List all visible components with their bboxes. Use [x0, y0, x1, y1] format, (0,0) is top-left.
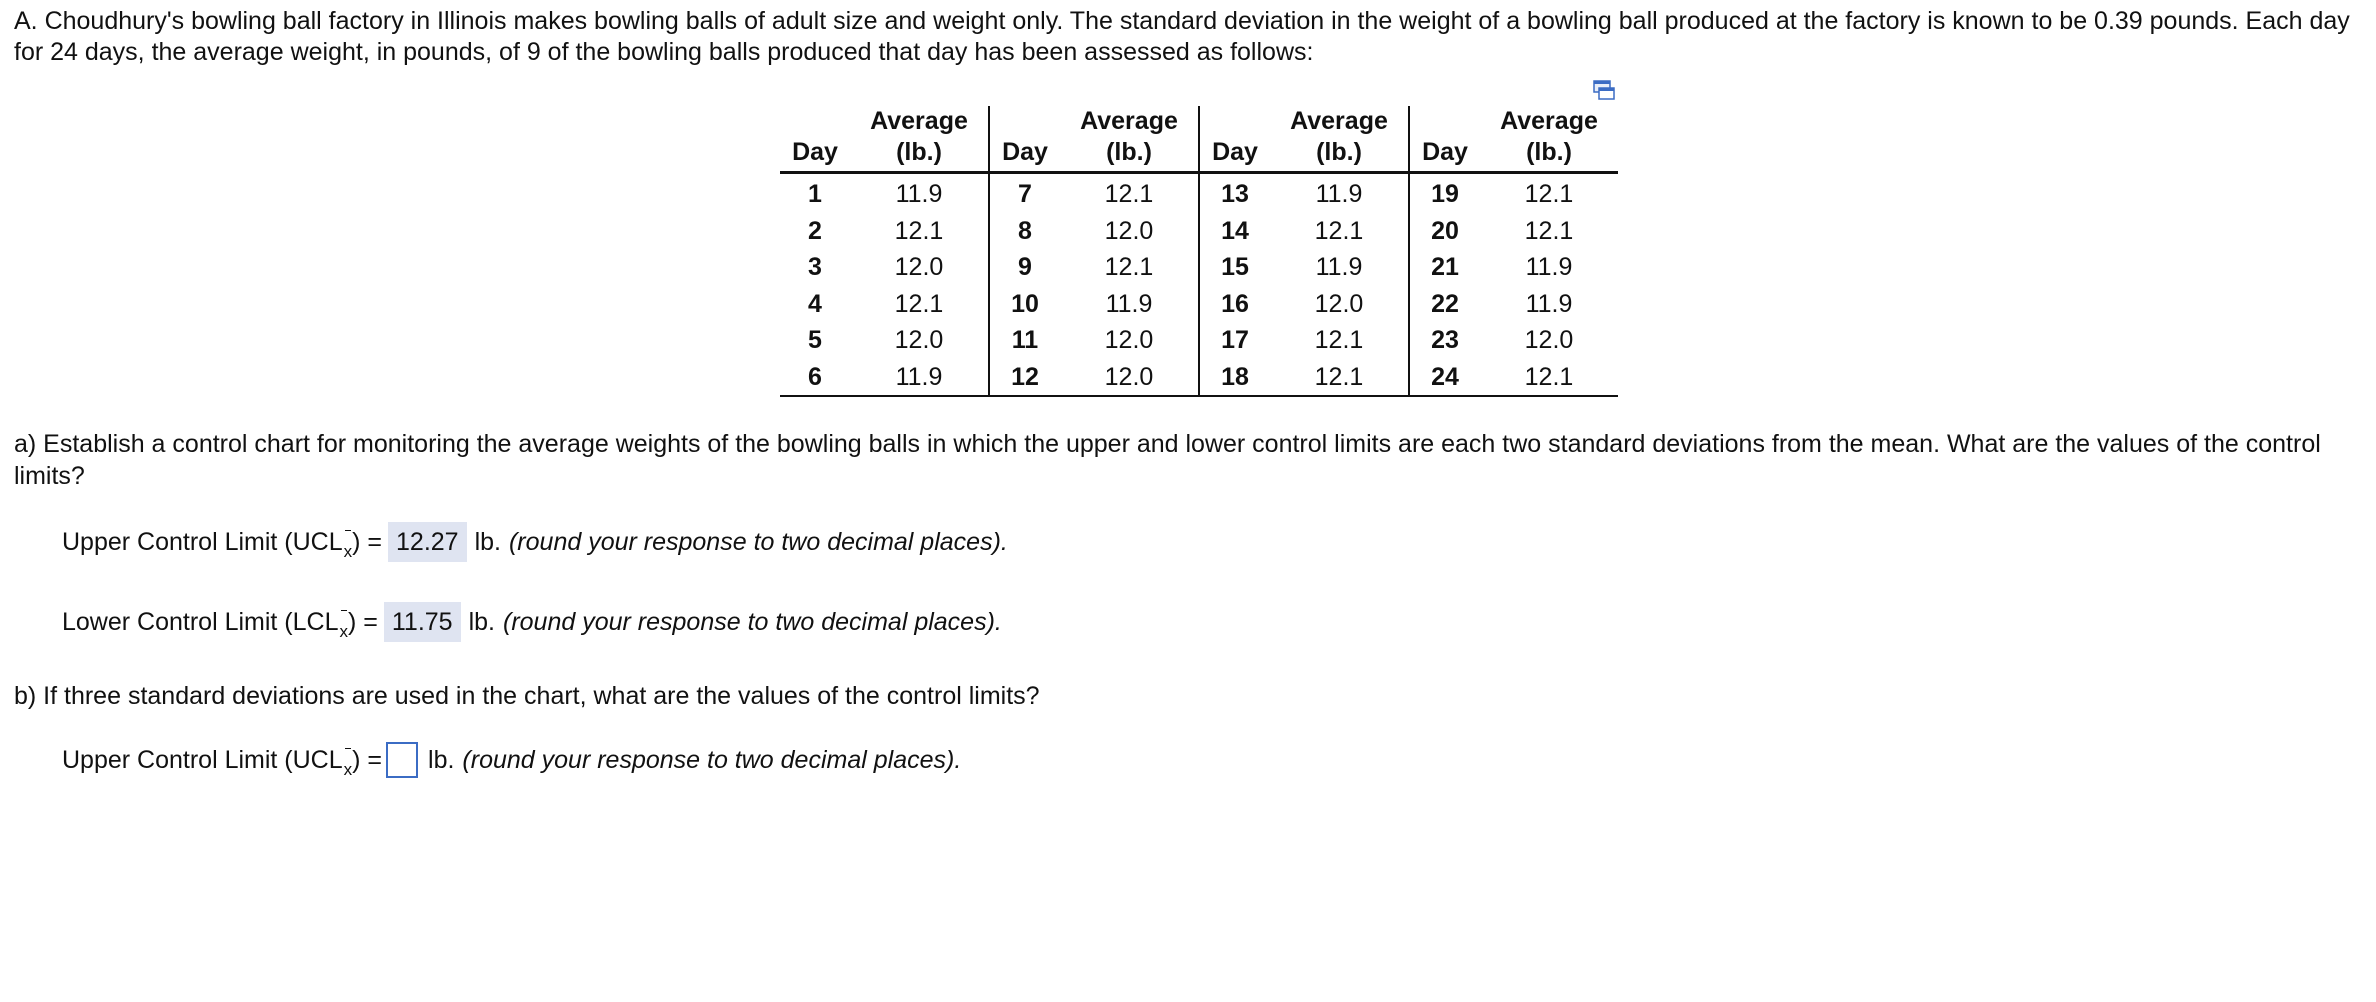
day-cell: 13: [1199, 173, 1270, 213]
ucl-label: Upper Control Limit (UCL: [62, 746, 343, 774]
day-cell: 6: [780, 359, 850, 397]
col-header-day: Day: [1409, 106, 1480, 173]
average-cell: 11.9: [1315, 253, 1363, 281]
col-header-day: Day: [1199, 106, 1270, 173]
day-cell: 16: [1199, 286, 1270, 323]
average-cell: 12.0: [894, 326, 944, 354]
col-header-average: Average (lb.): [1480, 106, 1618, 173]
average-cell: 11.9: [1525, 289, 1573, 318]
x-bar-subscript: x: [340, 612, 349, 652]
average-cell: 12.1: [1104, 180, 1154, 208]
day-cell: 14: [1199, 213, 1270, 250]
average-cell: 12.1: [894, 216, 944, 245]
rounding-hint: (round your response to two decimal places).: [508, 528, 1008, 556]
average-cell: 12.1: [1104, 253, 1154, 281]
day-cell: 4: [808, 289, 822, 318]
day-cell: 23: [1409, 322, 1480, 359]
average-cell: 11.9: [895, 180, 943, 208]
day-cell: 5: [808, 326, 822, 354]
day-cell: 20: [1409, 213, 1480, 250]
col-header-average: Average (lb.): [850, 106, 989, 173]
x-bar-subscript: x: [344, 750, 353, 790]
average-cell: 12.1: [1314, 216, 1364, 245]
day-cell: 10: [989, 286, 1060, 323]
ucl-equals: ) =: [352, 746, 383, 774]
day-cell: 15: [1199, 249, 1270, 286]
average-cell: 11.9: [1105, 289, 1153, 318]
ucl-3sigma-answer-input[interactable]: [386, 742, 418, 778]
average-cell: 12.1: [894, 289, 944, 318]
average-cell: 12.0: [1524, 326, 1574, 354]
table-row: [780, 359, 1618, 397]
part-a-lcl-line: [62, 602, 1002, 642]
unit-label: lb.: [428, 746, 455, 774]
lcl-equals: ) =: [348, 608, 378, 636]
rounding-hint: (round your response to two decimal places).: [462, 746, 962, 774]
table-row: [780, 249, 1618, 286]
x-bar-subscript: x: [344, 532, 353, 572]
average-cell: 12.0: [894, 253, 944, 281]
day-cell: 9: [989, 249, 1060, 286]
average-cell: 12.1: [1524, 180, 1574, 208]
unit-label: lb.: [474, 528, 501, 556]
average-cell: 11.9: [1315, 180, 1363, 208]
day-cell: 22: [1409, 286, 1480, 323]
day-cell: 18: [1199, 359, 1270, 397]
ucl-equals: ) =: [352, 528, 383, 556]
lcl-2sigma-answer-field[interactable]: 11.75: [384, 602, 461, 642]
popout-window-icon[interactable]: [1593, 78, 1615, 98]
table-row: [780, 173, 1618, 213]
col-header-average: Average (lb.): [1270, 106, 1409, 173]
table-row: [780, 286, 1618, 323]
part-a-question: a) Establish a control chart for monitoring the average weights of the bowling balls in which the upper and lower control limits are each two standard deviations from the mean. What are the values of the control limits?: [14, 430, 2321, 490]
average-cell: 12.1: [1314, 326, 1364, 354]
lcl-label: Lower Control Limit (LCL: [62, 608, 339, 636]
average-cell: 12.0: [1314, 289, 1364, 318]
day-cell: 7: [989, 173, 1060, 213]
part-b-question: b) If three standard deviations are used in the chart, what are the values of the control limits?: [14, 682, 1040, 710]
average-cell: 11.9: [850, 359, 989, 397]
average-cell: 12.1: [1270, 359, 1409, 397]
day-cell: 12: [989, 359, 1060, 397]
day-cell: 1: [808, 180, 822, 208]
table-header-row: [780, 106, 1618, 173]
unit-label: lb.: [468, 608, 495, 636]
day-cell: 17: [1199, 322, 1270, 359]
average-cell: 12.0: [1060, 359, 1199, 397]
part-b-ucl-line: [62, 740, 961, 780]
ucl-label: Upper Control Limit (UCL: [62, 528, 343, 556]
day-cell: 8: [989, 213, 1060, 250]
day-cell: 24: [1409, 359, 1480, 397]
day-cell: 3: [808, 253, 822, 281]
average-cell: 12.1: [1480, 359, 1618, 397]
day-cell: 21: [1409, 249, 1480, 286]
col-header-day: Day: [780, 106, 850, 173]
ucl-2sigma-answer-field[interactable]: 12.27: [388, 522, 467, 562]
average-cell: 12.0: [1104, 216, 1154, 245]
table-row: [780, 322, 1618, 359]
average-cell: 11.9: [1525, 253, 1573, 281]
day-cell: 19: [1409, 173, 1480, 213]
average-cell: 12.1: [1524, 216, 1574, 245]
col-header-day: Day: [989, 106, 1060, 173]
problem-statement: A. Choudhury's bowling ball factory in Illinois makes bowling balls of adult size and weight only. The standard deviation in the weight of a bowling ball produced at the factory is known to be 0.39 pounds. Each day for 24 days, the average weight, in pounds, of 9 of the bowling balls produced that day has been assessed as follows:: [14, 7, 2350, 66]
weights-data-table: [780, 106, 1618, 397]
day-cell: 2: [808, 216, 822, 245]
part-a-ucl-line: [62, 522, 1008, 562]
table-row: [780, 213, 1618, 250]
col-header-average: Average (lb.): [1060, 106, 1199, 173]
day-cell: 11: [989, 322, 1060, 359]
rounding-hint: (round your response to two decimal places).: [503, 608, 1002, 636]
average-cell: 12.0: [1104, 326, 1154, 354]
